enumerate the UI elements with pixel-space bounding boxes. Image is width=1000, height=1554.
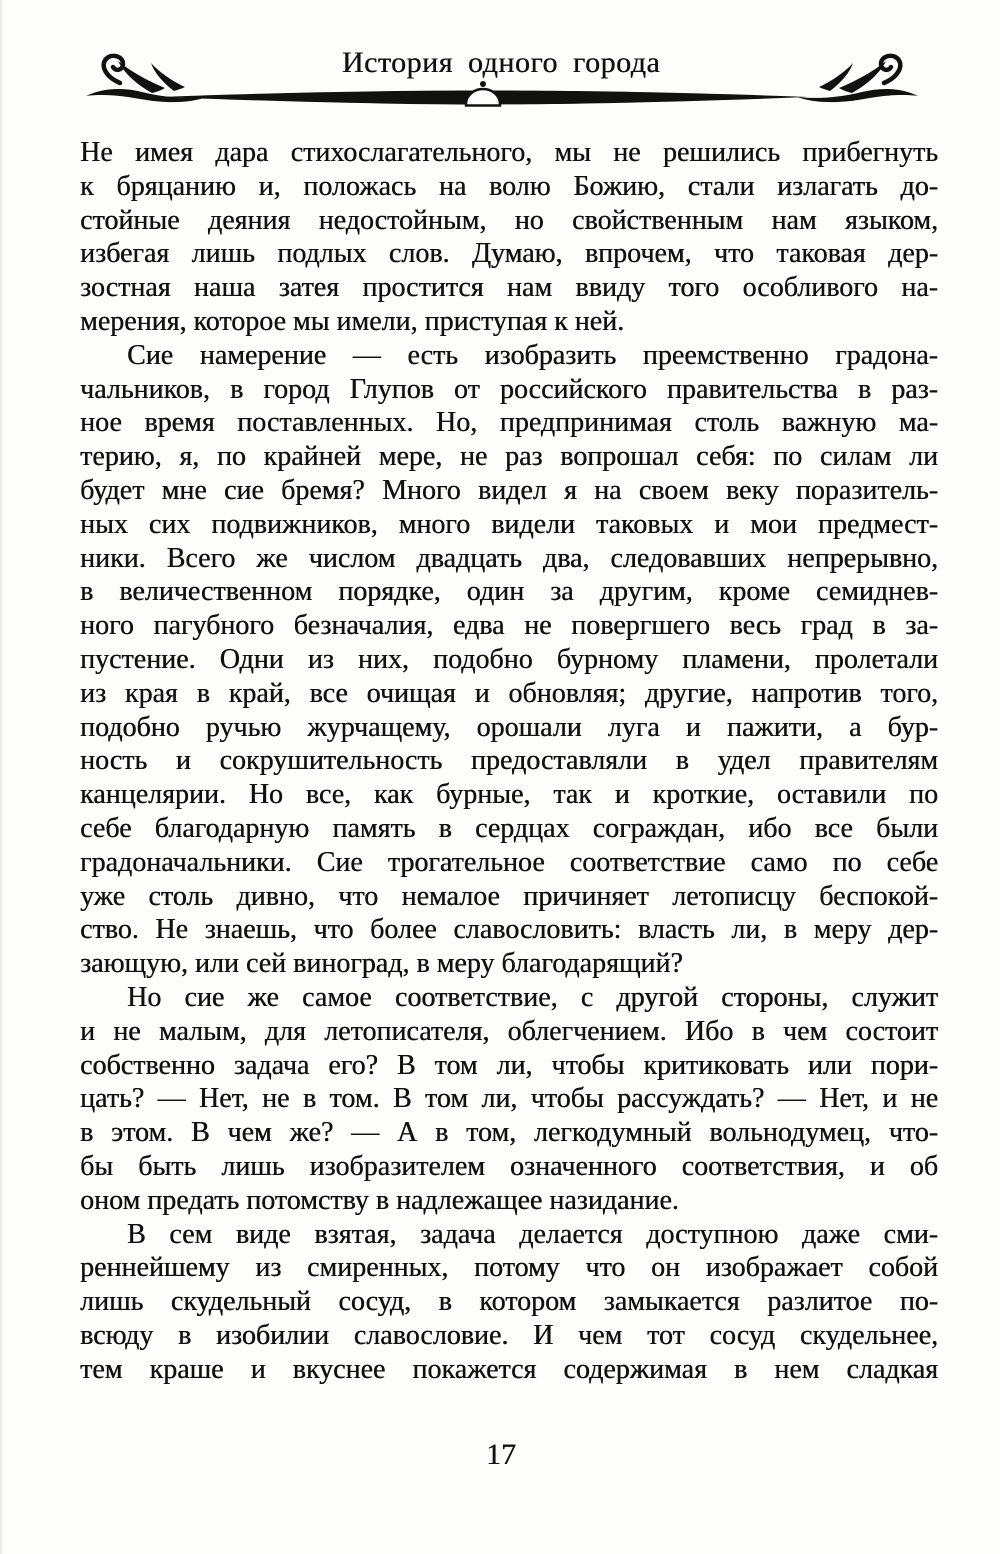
text-line: подобно ручью журчащему, орошали луга и пажити, а бур- <box>80 711 938 743</box>
text-line: будет мне сие бремя? Много видел я на своем веку поразитель- <box>80 474 938 506</box>
text-line: цать? — Нет, не в том. В том ли, чтобы рассуждать? — Нет, и не <box>80 1083 938 1115</box>
text-line: бы быть лишь изобразителем означенного соответствия, и об <box>80 1150 938 1182</box>
text-line: зающую, или сей виноград, в меру благодарящий? <box>80 948 683 980</box>
text-line: ное время поставленных. Но, предпринимая столь важную ма- <box>80 407 938 439</box>
text-line: ного пагубного безначалия, едва не повергшего весь град в за- <box>80 610 938 642</box>
text-line: в величественном порядке, один за другим, кроме семиднев- <box>80 576 938 608</box>
divider-dot-icon <box>480 81 486 87</box>
text-line: ники. Всего же числом двадцать два, следовавших непрерывно, <box>80 542 938 574</box>
text-line: Не имея дара стихослагательного, мы не решились прибегнуть <box>80 137 938 168</box>
running-title: История одного города <box>341 46 661 79</box>
text-line: тем краше и вкуснее покажется содержимая в нем сладкая <box>80 1353 938 1385</box>
text-line: оном предать потомству в надлежащее назидание. <box>80 1184 679 1216</box>
text-line: мерения, которое мы имели, приступая к ней. <box>80 305 625 337</box>
text-line: канцелярии. Но все, как бурные, так и кроткие, оставили по <box>80 779 938 811</box>
text-line: уже столь дивно, что немалое причиняет летописцу беспокой- <box>80 880 938 912</box>
text-line: ность и сокрушительность предоставляли в удел правителям <box>80 745 938 777</box>
text-line: пустение. Одни из них, подобно бурному пламени, пролетали <box>80 643 938 675</box>
text-line: терию, я, по крайней мере, не раз вопрошал себя: по силам ли <box>80 441 938 473</box>
text-line: ных сих подвижников, много видели таковых и мои предмест- <box>80 508 938 540</box>
text-line: из края в край, все очищая и обновляя; другие, напротив того, <box>80 677 938 709</box>
text-line: ство. Не знаешь, что более славословить: власть ли, в меру дер- <box>80 914 938 946</box>
text-line: чальников, в город Глупов от российского правительства в раз- <box>80 373 938 405</box>
text-line: Сие намерение — есть изобразить преемственно градона- <box>127 339 938 371</box>
text-line: в этом. В чем же? — А в том, легкодумный вольнодумец, что- <box>80 1117 938 1149</box>
page-number: 17 <box>486 1438 516 1471</box>
text-line: Но сие же самое соответствие, с другой стороны, служит <box>127 981 938 1013</box>
running-header <box>2 0 1000 132</box>
text-line: всюду в изобилии славословие. И чем тот сосуд скудельнее, <box>80 1319 938 1351</box>
text-line: собственно задача его? В том ли, чтобы критиковать или пори- <box>80 1049 938 1081</box>
text-line: градоначальники. Сие трогательное соответствие само по себе <box>80 846 938 878</box>
body-text <box>80 136 938 1386</box>
text-line: зостная наша затея простится нам ввиду того особливого на- <box>80 272 938 304</box>
text-line: стойные деяния недостойным, но свойственным нам языком, <box>80 204 938 236</box>
text-line: лишь скудельный сосуд, в котором замыкается разлитое по- <box>80 1286 938 1318</box>
text-line: себе благодарную память в сердцах сограждан, ибо все были <box>80 812 938 844</box>
text-line: реннейшему из смиренных, потому что он изображает собой <box>80 1252 938 1284</box>
text-line: к бряцанию и, положась на волю Божию, стали излагать до- <box>80 170 938 202</box>
text-line: избегая лишь подлых слов. Думаю, впрочем, что таковая дер- <box>80 238 938 270</box>
text-line: В сем виде взятая, задача делается доступною даже сми- <box>127 1218 938 1250</box>
text-line: и не малым, для летописателя, облегчением. Ибо в чем состоит <box>80 1015 938 1047</box>
